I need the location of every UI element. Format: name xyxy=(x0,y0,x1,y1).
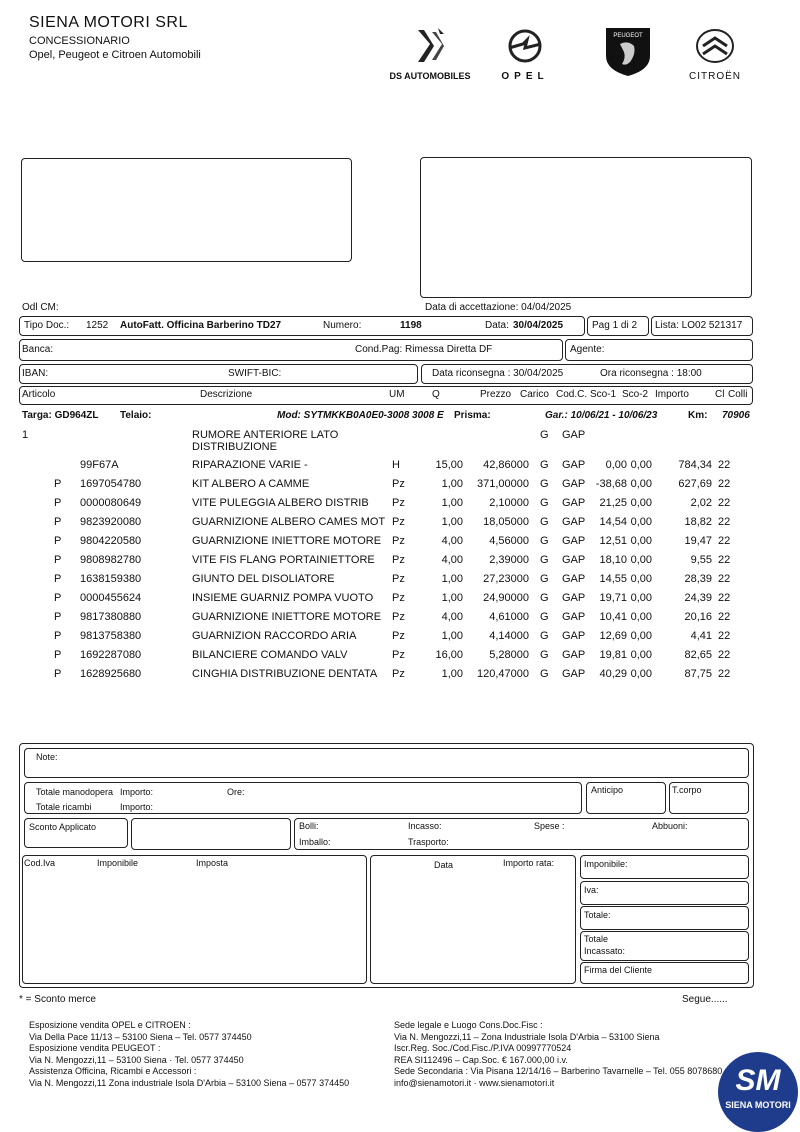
peugeot-icon xyxy=(600,24,656,78)
cell-cl: 22 xyxy=(718,478,731,490)
table-row xyxy=(0,478,800,497)
col-descrizione: Descrizione xyxy=(200,389,253,400)
cell-prezzo: 4,56000 xyxy=(489,535,529,547)
bolli-label: Bolli: xyxy=(299,821,319,831)
cell-q: 1,00 xyxy=(441,516,463,528)
bottom-right-info xyxy=(394,1020,724,1089)
cell-prezzo: 18,05000 xyxy=(483,516,529,528)
cell-t: P xyxy=(54,649,62,661)
cell-desc: GUARNIZIONE INIETTORE MOTORE xyxy=(192,611,382,623)
cell-importo: 784,34 xyxy=(678,459,712,471)
bottom-right-line: info@sienamotori.it · www.sienamotori.it xyxy=(394,1077,555,1088)
cell-q: 15,00 xyxy=(435,459,463,471)
cell-sco1: 10,41 xyxy=(599,611,627,623)
table-row xyxy=(0,554,800,573)
cell-cl: 22 xyxy=(718,497,731,509)
iban-box xyxy=(19,364,418,384)
cell-sco1: 19,81 xyxy=(599,649,627,661)
cell-desc: GUARNIZIONE INIETTORE MOTORE xyxy=(192,535,382,547)
cell-sco2: 0,00 xyxy=(630,592,652,604)
cell-um: Pz xyxy=(392,573,405,585)
cell-carico: G xyxy=(540,535,549,547)
imponibile-col: Imponibile xyxy=(97,858,139,868)
cell-codc: GAP xyxy=(562,554,586,566)
swift-label: SWIFT-BIC: xyxy=(228,368,282,379)
table-row xyxy=(0,497,800,516)
importo-manodopera: Importo: xyxy=(120,787,154,797)
cell-um: Pz xyxy=(392,630,405,642)
cell-t: P xyxy=(54,592,62,604)
page-number: Pag 1 di 2 xyxy=(592,320,638,331)
cell-importo: 2,02 xyxy=(690,497,712,509)
note-box xyxy=(24,748,749,778)
col-carico: Carico xyxy=(520,389,549,400)
cell-sco1: 21,25 xyxy=(599,497,627,509)
cell-carico: G xyxy=(540,611,549,623)
data-value: 30/04/2025 xyxy=(513,320,564,331)
cell-carico: G xyxy=(540,516,549,528)
cell-q: 4,00 xyxy=(441,611,463,623)
cell-cl: 22 xyxy=(718,592,731,604)
cell-prezzo: 4,14000 xyxy=(489,630,529,642)
cell-importo: 87,75 xyxy=(684,668,712,680)
cell-q: 1,00 xyxy=(441,573,463,585)
company-type: CONCESSIONARIO xyxy=(29,35,130,47)
table-row xyxy=(0,668,800,687)
cell-cl: 22 xyxy=(718,516,731,528)
cell-cl: 22 xyxy=(718,649,731,661)
totale-label: Totale: xyxy=(584,910,611,920)
vehicle-row xyxy=(0,410,800,429)
cell-sco1: 18,10 xyxy=(599,554,627,566)
cell-sco2: 0,00 xyxy=(630,668,652,680)
citroen-logo xyxy=(680,26,750,82)
sconto-value-box xyxy=(131,818,291,850)
table-row xyxy=(0,516,800,535)
cell-codc: GAP xyxy=(562,573,586,585)
tipo-doc-desc: AutoFatt. Officina Barberino TD27 xyxy=(120,320,282,331)
cell-code: 9817380880 xyxy=(80,611,142,623)
cell-code: 0000455624 xyxy=(80,592,142,604)
cell-um: Pz xyxy=(392,497,405,509)
anticipo-label: Anticipo xyxy=(591,785,624,795)
telaio: Telaio: xyxy=(120,410,152,421)
totale-incassato-2: Incassato: xyxy=(584,946,626,956)
cell-carico: G xyxy=(540,592,549,604)
bottom-right-line: Sede Secondaria : Via Pisana 12/14/16 – Barberino Tavarnelle – Tel. 055 8078680 xyxy=(394,1066,723,1076)
cell-codc: GAP xyxy=(562,611,586,623)
bottom-left-line: Assistenza Officina, Ricambi e Accessori : xyxy=(29,1066,197,1076)
cell-code: 1692287080 xyxy=(80,649,142,661)
cell-sco2: 0,00 xyxy=(630,516,652,528)
cell-desc: CINGHIA DISTRIBUZIONE DENTATA xyxy=(192,668,378,680)
cell-importo: 24,39 xyxy=(684,592,712,604)
cell-t: P xyxy=(54,554,62,566)
cell-t: P xyxy=(54,516,62,528)
garanzia: Gar.: 10/06/21 - 10/06/23 xyxy=(545,410,658,421)
cell-code: 99F67A xyxy=(80,459,119,471)
spese-label: Spese : xyxy=(534,821,565,831)
iban-label: IBAN: xyxy=(22,368,49,379)
bottom-left-line: Via Della Pace 11/13 – 53100 Siena – Tel. 0577 374450 xyxy=(29,1031,252,1042)
agente-label: Agente: xyxy=(570,344,605,355)
cell-code: 9804220580 xyxy=(80,535,142,547)
iva-total-box xyxy=(580,881,749,905)
totale-manodopera: Totale manodopera xyxy=(36,787,114,797)
cell-sco2: 0,00 xyxy=(630,459,652,471)
cell-codc: GAP xyxy=(562,668,586,680)
totale-ricambi: Totale ricambi xyxy=(36,802,92,812)
bottom-right-line: Sede legale e Luogo Cons.Doc.Fisc : xyxy=(394,1020,543,1030)
cell-q: 1,00 xyxy=(441,497,463,509)
cell-sco2: 0,00 xyxy=(630,573,652,585)
cell-prezzo: 371,00000 xyxy=(477,478,529,490)
cell-prezzo: 5,28000 xyxy=(489,649,529,661)
cell-sco1: 0,00 xyxy=(605,459,627,471)
cell-prezzo: 2,10000 xyxy=(489,497,529,509)
cell-sco2: 0,00 xyxy=(630,630,652,642)
imponibile-label: Imponibile: xyxy=(584,859,628,869)
imballo-label: Imballo: xyxy=(299,837,331,847)
cell-t: P xyxy=(54,535,62,547)
targa: Targa: GD964ZL xyxy=(22,410,99,421)
col-prezzo: Prezzo xyxy=(480,389,512,400)
col-colli: Colli xyxy=(728,389,748,400)
importo-rata-col: Importo rata: xyxy=(503,858,555,868)
opel-icon xyxy=(505,26,545,66)
cond-pag: Cond.Pag: Rimessa Diretta DF xyxy=(355,344,493,355)
table-row xyxy=(0,592,800,611)
cell-cl: 22 xyxy=(718,611,731,623)
cell-um: Pz xyxy=(392,592,405,604)
cell-code: 1697054780 xyxy=(80,478,142,490)
cell-sco1: -38,68 xyxy=(595,478,627,490)
cell-codc: GAP xyxy=(562,535,586,547)
ds-icon xyxy=(410,26,450,66)
incasso-label: Incasso: xyxy=(408,821,442,831)
company-name: SIENA MOTORI SRL xyxy=(29,14,188,31)
cell-sco2: 0,00 xyxy=(630,611,652,623)
col-articolo: Articolo xyxy=(22,389,56,400)
cell-q: 4,00 xyxy=(441,535,463,547)
ore-label: Ore: xyxy=(227,787,245,797)
cell-code: 9808982780 xyxy=(80,554,142,566)
cell-importo: 20,16 xyxy=(684,611,712,623)
recipient-address-box xyxy=(420,157,752,298)
imposta-col: Imposta xyxy=(196,858,229,868)
importo-ricambi: Importo: xyxy=(120,802,154,812)
cell-t: P xyxy=(54,573,62,585)
citroen-label: CITROËN xyxy=(689,71,741,82)
cell-desc: GUARNIZION RACCORDO ARIA xyxy=(192,630,357,642)
data-col: Data xyxy=(434,860,454,870)
cell-q: 1,00 xyxy=(441,478,463,490)
peugeot-wordmark: PEUGEOT xyxy=(613,33,643,39)
odl-label: Odl CM: xyxy=(22,302,59,313)
cell-carico: G xyxy=(540,459,549,471)
cell-prezzo: 4,61000 xyxy=(489,611,529,623)
cell-importo: 28,39 xyxy=(684,573,712,585)
cell-desc: KIT ALBERO A CAMME xyxy=(192,478,310,490)
cell-code: 9823920080 xyxy=(80,516,142,528)
tipo-doc-code: 1252 xyxy=(86,320,109,331)
cell-t: P xyxy=(54,668,62,680)
cell-codc: GAP xyxy=(562,630,586,642)
cell-carico: G xyxy=(540,573,549,585)
cell-cl: 22 xyxy=(718,668,731,680)
cell-code: 0000080649 xyxy=(80,497,142,509)
cell-code: 9813758380 xyxy=(80,630,142,642)
cell-codc: GAP xyxy=(562,478,586,490)
totale-incassato-1: Totale xyxy=(584,934,609,944)
cell-carico: G xyxy=(540,478,549,490)
cell-cl: 22 xyxy=(718,554,731,566)
cell-desc: VITE PULEGGIA ALBERO DISTRIB xyxy=(192,497,369,509)
iva-label: Iva: xyxy=(584,885,599,895)
data-riconsegna: Data riconsegna : 30/04/2025 xyxy=(432,368,564,379)
tipo-doc-label: Tipo Doc.: xyxy=(24,320,70,331)
bottom-right-line: REA SI112496 – Cap.Soc. € 167.000,00 i.v. xyxy=(394,1054,568,1065)
cell-t: P xyxy=(54,611,62,623)
cell-prezzo: 24,90000 xyxy=(483,592,529,604)
cell-carico: G xyxy=(540,668,549,680)
cell-q: 1,00 xyxy=(441,668,463,680)
cell-desc: RIPARAZIONE VARIE - xyxy=(192,459,308,471)
cell-sco2: 0,00 xyxy=(630,535,652,547)
km-value: 70906 xyxy=(722,410,750,421)
cell-sco1: 14,54 xyxy=(599,516,627,528)
group-desc-1: RUMORE ANTERIORE LATO xyxy=(192,429,339,441)
numero-label: Numero: xyxy=(323,320,362,331)
cell-sco1: 40,29 xyxy=(599,668,627,680)
cell-um: Pz xyxy=(392,478,405,490)
cell-prezzo: 27,23000 xyxy=(483,573,529,585)
cell-prezzo: 120,47000 xyxy=(477,668,529,680)
table-row xyxy=(0,611,800,630)
cell-q: 16,00 xyxy=(435,649,463,661)
cell-prezzo: 42,86000 xyxy=(483,459,529,471)
numero-value: 1198 xyxy=(400,320,422,331)
col-q: Q xyxy=(432,389,440,400)
ora-riconsegna: Ora riconsegna : 18:00 xyxy=(600,368,702,379)
company-brands: Opel, Peugeot e Citroen Automobili xyxy=(29,49,201,61)
cell-t: P xyxy=(54,497,62,509)
cell-t: P xyxy=(54,630,62,642)
cell-carico: G xyxy=(540,554,549,566)
badge-mark: SM xyxy=(735,1064,781,1097)
col-importo: Importo xyxy=(655,389,689,400)
cell-q: 1,00 xyxy=(441,592,463,604)
col-sco2: Sco-2 xyxy=(622,389,649,400)
ds-logo xyxy=(385,26,475,81)
cell-prezzo: 2,39000 xyxy=(489,554,529,566)
table-row xyxy=(0,630,800,649)
badge-text: SIENA MOTORI xyxy=(725,1100,791,1110)
bottom-left-line: Esposizione vendita OPEL e CITROEN : xyxy=(29,1020,191,1030)
cell-t: P xyxy=(54,478,62,490)
col-sco1: Sco-1 xyxy=(590,389,617,400)
siena-motori-badge xyxy=(718,1052,798,1132)
note-label: Note: xyxy=(36,752,58,762)
cell-codc: GAP xyxy=(562,459,586,471)
ds-label: DS AUTOMOBILES xyxy=(389,71,471,81)
table-row xyxy=(0,573,800,592)
segue-label: Segue...... xyxy=(682,994,728,1005)
firma-label: Firma del Cliente xyxy=(584,965,653,975)
cell-um: Pz xyxy=(392,611,405,623)
trasporto-label: Trasporto: xyxy=(408,837,449,847)
accettazione-date: Data di accettazione: 04/04/2025 xyxy=(425,302,572,313)
bottom-left-line: Via N. Mengozzi,11 Zona industriale Isola D'Arbia – 53100 Siena – 0577 374450 xyxy=(29,1077,350,1088)
col-cl: Cl xyxy=(715,389,725,400)
sconto-merce-note: * = Sconto merce xyxy=(19,994,96,1005)
citroen-icon xyxy=(693,26,737,66)
cell-sco2: 0,00 xyxy=(630,478,652,490)
cell-sco1: 14,55 xyxy=(599,573,627,585)
cell-carico: G xyxy=(540,649,549,661)
cell-cl: 22 xyxy=(718,573,731,585)
cell-um: Pz xyxy=(392,554,405,566)
group-codc: GAP xyxy=(562,429,586,441)
group-number: 1 xyxy=(22,429,29,441)
group-desc-2: DISTRIBUZIONE xyxy=(192,441,277,453)
cell-importo: 18,82 xyxy=(684,516,712,528)
cell-desc: VITE FIS FLANG PORTAINIETTORE xyxy=(192,554,375,566)
bottom-right-line: Via N. Mengozzi,11 – Zona Industriale Isola D'Arbia – 53100 Siena xyxy=(394,1031,660,1042)
sender-address-box xyxy=(21,158,352,262)
bottom-left-line: Via N. Mengozzi,11 – 53100 Siena · Tel. 0577 374450 xyxy=(29,1054,244,1065)
cell-importo: 627,69 xyxy=(678,478,712,490)
cell-importo: 19,47 xyxy=(684,535,712,547)
cell-codc: GAP xyxy=(562,592,586,604)
banca-label: Banca: xyxy=(22,344,54,355)
opel-label: OPEL xyxy=(501,71,549,82)
rate-box xyxy=(370,855,576,984)
cell-cl: 22 xyxy=(718,535,731,547)
codiva-col: Cod.Iva xyxy=(24,858,56,868)
cell-cl: 22 xyxy=(718,630,731,642)
cell-codc: GAP xyxy=(562,497,586,509)
bottom-left-info xyxy=(29,1020,349,1089)
table-row xyxy=(0,649,800,668)
vehicle-model: Mod: SYTMKKB0A0E0-3008 3008 E xyxy=(277,410,444,421)
abbuoni-label: Abbuoni: xyxy=(652,821,688,831)
cell-um: Pz xyxy=(392,668,405,680)
peugeot-logo xyxy=(598,24,658,83)
cell-desc: GIUNTO DEL DISOLIATORE xyxy=(192,573,335,585)
cell-sco2: 0,00 xyxy=(630,649,652,661)
cell-um: H xyxy=(392,459,400,471)
cell-importo: 82,65 xyxy=(684,649,712,661)
cell-sco1: 12,51 xyxy=(599,535,627,547)
col-codc: Cod.C. xyxy=(556,389,588,400)
cell-code: 1628925680 xyxy=(80,668,142,680)
cell-importo: 9,55 xyxy=(690,554,712,566)
sconto-label: Sconto Applicato xyxy=(29,822,97,832)
cell-um: Pz xyxy=(392,516,405,528)
table-row xyxy=(0,535,800,554)
cell-carico: G xyxy=(540,630,549,642)
cell-carico: G xyxy=(540,497,549,509)
tcorpo-label: T.corpo xyxy=(672,785,702,795)
cell-um: Pz xyxy=(392,649,405,661)
column-headers xyxy=(0,389,800,408)
cell-um: Pz xyxy=(392,535,405,547)
cell-code: 1638159380 xyxy=(80,573,142,585)
cell-sco1: 19,71 xyxy=(599,592,627,604)
iva-box xyxy=(22,855,367,984)
cell-codc: GAP xyxy=(562,516,586,528)
bottom-right-line: Iscr.Reg. Soc./Cod.Fisc./P.IVA 00997770524 xyxy=(394,1043,572,1053)
cell-sco2: 0,00 xyxy=(630,554,652,566)
cell-desc: INSIEME GUARNIZ POMPA VUOTO xyxy=(192,592,374,604)
prisma: Prisma: xyxy=(454,410,491,421)
col-um: UM xyxy=(389,389,405,400)
group-carico: G xyxy=(540,429,549,441)
cell-sco2: 0,00 xyxy=(630,497,652,509)
cell-cl: 22 xyxy=(718,459,731,471)
data-label: Data: xyxy=(485,320,509,331)
cell-q: 1,00 xyxy=(441,630,463,642)
opel-logo xyxy=(490,26,560,82)
cell-codc: GAP xyxy=(562,649,586,661)
bottom-left-line: Esposizione vendita PEUGEOT : xyxy=(29,1043,161,1053)
km-label: Km: xyxy=(688,410,708,421)
cell-sco1: 12,69 xyxy=(599,630,627,642)
table-row xyxy=(0,459,800,478)
cell-desc: GUARNIZIONE ALBERO CAMES MOT xyxy=(192,516,386,528)
cell-q: 4,00 xyxy=(441,554,463,566)
cell-importo: 4,41 xyxy=(690,630,712,642)
cell-desc: BILANCIERE COMANDO VALV xyxy=(192,649,348,661)
lista-value: Lista: LO02 521317 xyxy=(655,320,743,331)
